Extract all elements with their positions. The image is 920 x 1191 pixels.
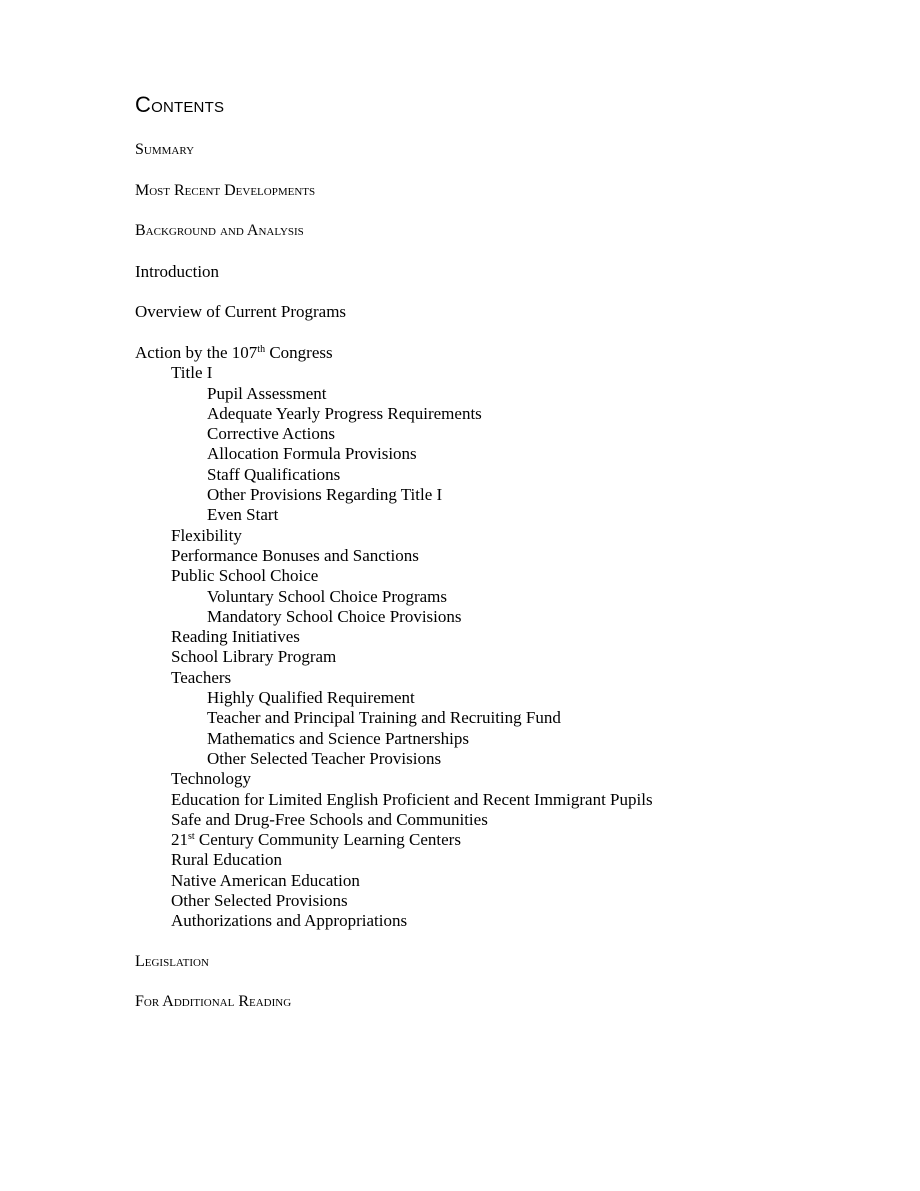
toc-teacher-principal-fund[interactable]: Teacher and Principal Training and Recruiting Fund xyxy=(207,708,561,728)
toc-century-prefix: 21 xyxy=(171,830,188,850)
toc-mandatory-school-choice[interactable]: Mandatory School Choice Provisions xyxy=(207,606,462,626)
toc-even-start[interactable]: Even Start xyxy=(207,505,279,525)
toc-legislation[interactable]: Legislation xyxy=(135,952,209,970)
page-title: Contents xyxy=(135,92,225,117)
toc-authorizations[interactable]: Authorizations and Appropriations xyxy=(171,911,408,931)
toc-most-recent-developments[interactable]: Most Recent Developments xyxy=(135,181,316,199)
toc-introduction[interactable]: Introduction xyxy=(135,261,220,281)
toc-action-superscript: th xyxy=(257,343,266,355)
toc-other-provisions-title-i[interactable]: Other Provisions Regarding Title I xyxy=(207,485,443,505)
toc-performance-bonuses[interactable]: Performance Bonuses and Sanctions xyxy=(171,545,419,565)
toc-corrective-actions[interactable]: Corrective Actions xyxy=(207,424,335,444)
toc-lep-education[interactable]: Education for Limited English Proficient and Recent Immigrant Pupils xyxy=(171,789,653,809)
toc-century-suffix: Century Community Learning Centers xyxy=(194,830,461,850)
toc-title-i[interactable]: Title I xyxy=(171,363,213,383)
toc-action-suffix: Congress xyxy=(265,342,333,362)
toc-for-additional-reading[interactable]: For Additional Reading xyxy=(135,993,292,1011)
toc-overview-of-current-programs[interactable]: Overview of Current Programs xyxy=(135,302,347,322)
toc-other-selected-provisions[interactable]: Other Selected Provisions xyxy=(171,890,348,910)
toc-public-school-choice[interactable]: Public School Choice xyxy=(171,566,319,586)
toc-flexibility[interactable]: Flexibility xyxy=(171,525,242,545)
toc-reading-initiatives[interactable]: Reading Initiatives xyxy=(171,627,300,647)
toc-century-superscript: st xyxy=(188,831,195,843)
toc-school-library-program[interactable]: School Library Program xyxy=(171,647,337,667)
toc-rural-education[interactable]: Rural Education xyxy=(171,850,282,870)
toc-adequate-yearly-progress[interactable]: Adequate Yearly Progress Requirements xyxy=(207,403,482,423)
toc-safe-drug-free[interactable]: Safe and Drug-Free Schools and Communities xyxy=(171,809,488,829)
toc-pupil-assessment[interactable]: Pupil Assessment xyxy=(207,383,327,403)
table-of-contents xyxy=(135,140,835,1013)
toc-staff-qualifications[interactable]: Staff Qualifications xyxy=(207,464,341,484)
toc-teachers[interactable]: Teachers xyxy=(171,667,232,687)
toc-action-prefix: Action by the 107 xyxy=(135,342,258,362)
toc-action-by-congress[interactable] xyxy=(135,343,835,363)
toc-math-science-partnerships[interactable]: Mathematics and Science Partnerships xyxy=(207,728,470,748)
toc-highly-qualified[interactable]: Highly Qualified Requirement xyxy=(207,688,415,708)
toc-summary[interactable]: Summary xyxy=(135,141,195,158)
toc-21st-century-centers[interactable] xyxy=(135,830,835,850)
toc-allocation-formula[interactable]: Allocation Formula Provisions xyxy=(207,444,417,464)
toc-other-teacher-provisions[interactable]: Other Selected Teacher Provisions xyxy=(207,748,442,768)
toc-technology[interactable]: Technology xyxy=(171,769,252,789)
toc-native-american-education[interactable]: Native American Education xyxy=(171,870,360,890)
toc-voluntary-school-choice[interactable]: Voluntary School Choice Programs xyxy=(207,586,448,606)
toc-background-and-analysis[interactable]: Background and Analysis xyxy=(135,222,304,240)
